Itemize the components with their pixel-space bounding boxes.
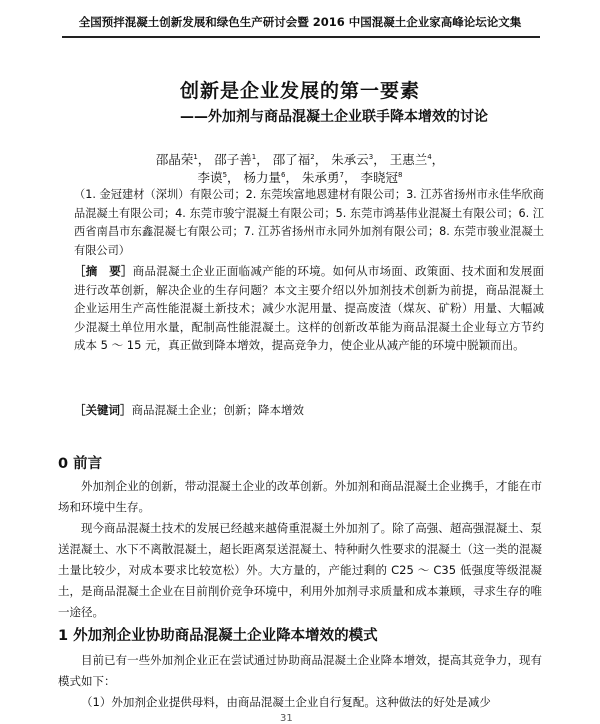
- paragraph: 现今商品混凝土技术的发展已经越来越倚重混凝土外加剂了。除了高强、超高强混凝土、泵送混凝土、水下不离散混凝土，超长距离泵送混凝土、特种耐久性要求的混凝土（这一类的混凝土量比较少，对成本要求比较宽松）外。大方量的，产能过剩的 C25 ～ C35 低强度等级混凝土，是商品混凝土企业在目前削价竞争环境中，利用外加剂寻求质量和成本兼顾，寻求生存的唯一途径。: [58, 521, 542, 619]
- author-line-2: 李谟$^5$， 杨力量$^6$， 朱承勇$^7$， 李晓冠$^8$: [197, 170, 403, 185]
- paper-title: 创新是企业发展的第一要素: [179, 80, 420, 102]
- abstract: [74, 262, 544, 355]
- author: 王惠兰$^4$: [389, 152, 432, 167]
- paragraph: 外加剂企业的创新，带动混凝土企业的改革创新。外加剂和商品混凝土企业携手，才能在市场和环境中生存。: [58, 479, 542, 514]
- author: 李晓冠$^8$: [360, 170, 403, 185]
- author: 邵子善$^1$: [214, 152, 257, 167]
- paragraph: （1）外加剂企业提供母料，由商品混凝土企业自行复配。这种做法的好处是减少: [81, 695, 491, 709]
- header-rule: [62, 36, 540, 38]
- running-header: 全国预拌混凝土创新发展和绿色生产研讨会暨 2016 中国混凝土企业家高峰论坛论文集: [78, 15, 522, 29]
- author: 朱承勇$^7$: [301, 170, 344, 185]
- keywords-text: 商品混凝土企业；创新；降本增效: [131, 403, 304, 417]
- keywords-label: ［关键词］: [74, 403, 132, 417]
- author-line-1: 邵晶荣$^1$， 邵子善$^1$， 邵了福$^2$， 朱承云$^3$， 王惠兰$^4$，: [155, 152, 445, 167]
- author: 邵了福$^2$: [272, 152, 315, 167]
- affiliations: （1. 金冠建材（深圳）有限公司；2. 东莞埃富地恩建材有限公司；3. 江苏省扬州市永佳华欣商品混凝土有限公司；4. 东莞市骏宁混凝土有限公司；5. 东莞市鸿基伟业混凝土有限公司；6. 江西省南昌市东鑫混凝七有限公司；7. 江苏省扬州市永同外加剂有限公司；8. 东莞市骏业混凝土有限公司）: [74, 188, 544, 257]
- page-number: 31: [280, 713, 293, 724]
- author: 朱承云$^3$: [331, 152, 374, 167]
- author: 杨力量$^6$: [243, 170, 286, 185]
- author: 邵晶荣$^1$: [155, 152, 198, 167]
- abstract-text: 商品混凝土企业正面临减产能的环境。如何从市场面、政策面、技术面和发展面进行改革创新，解决企业的生存问题？本文主要介绍以外加剂技术创新为前提，商品混凝土企业运用生产高性能混凝土新技术；减少水泥用量、提高废渣（煤灰、矿粉）用量、大幅减少混凝土单位用水量，配制高性能混凝土。这样的创新改革能为商品混凝土企业每立方节约成本 5 ～ 15 元，真正做到降本增效，提高竞争力，使企业从减产能的环境中脱颖而出。: [74, 264, 545, 352]
- paragraph: 目前已有一些外加剂企业正在尝试通过协助商品混凝土企业降本增效，提高其竞争力，现有模式如下：: [58, 653, 542, 688]
- author: 李谟$^5$: [197, 170, 228, 185]
- abstract-label: ［摘 要］: [74, 264, 133, 278]
- keywords: [74, 402, 304, 418]
- section-heading: 1 外加剂企业协助商品混凝土企业降本增效的模式: [58, 628, 378, 644]
- paper-subtitle: ——外加剂与商品混凝土企业联手降本增效的讨论: [180, 109, 488, 125]
- section-heading: 0 前言: [58, 456, 103, 472]
